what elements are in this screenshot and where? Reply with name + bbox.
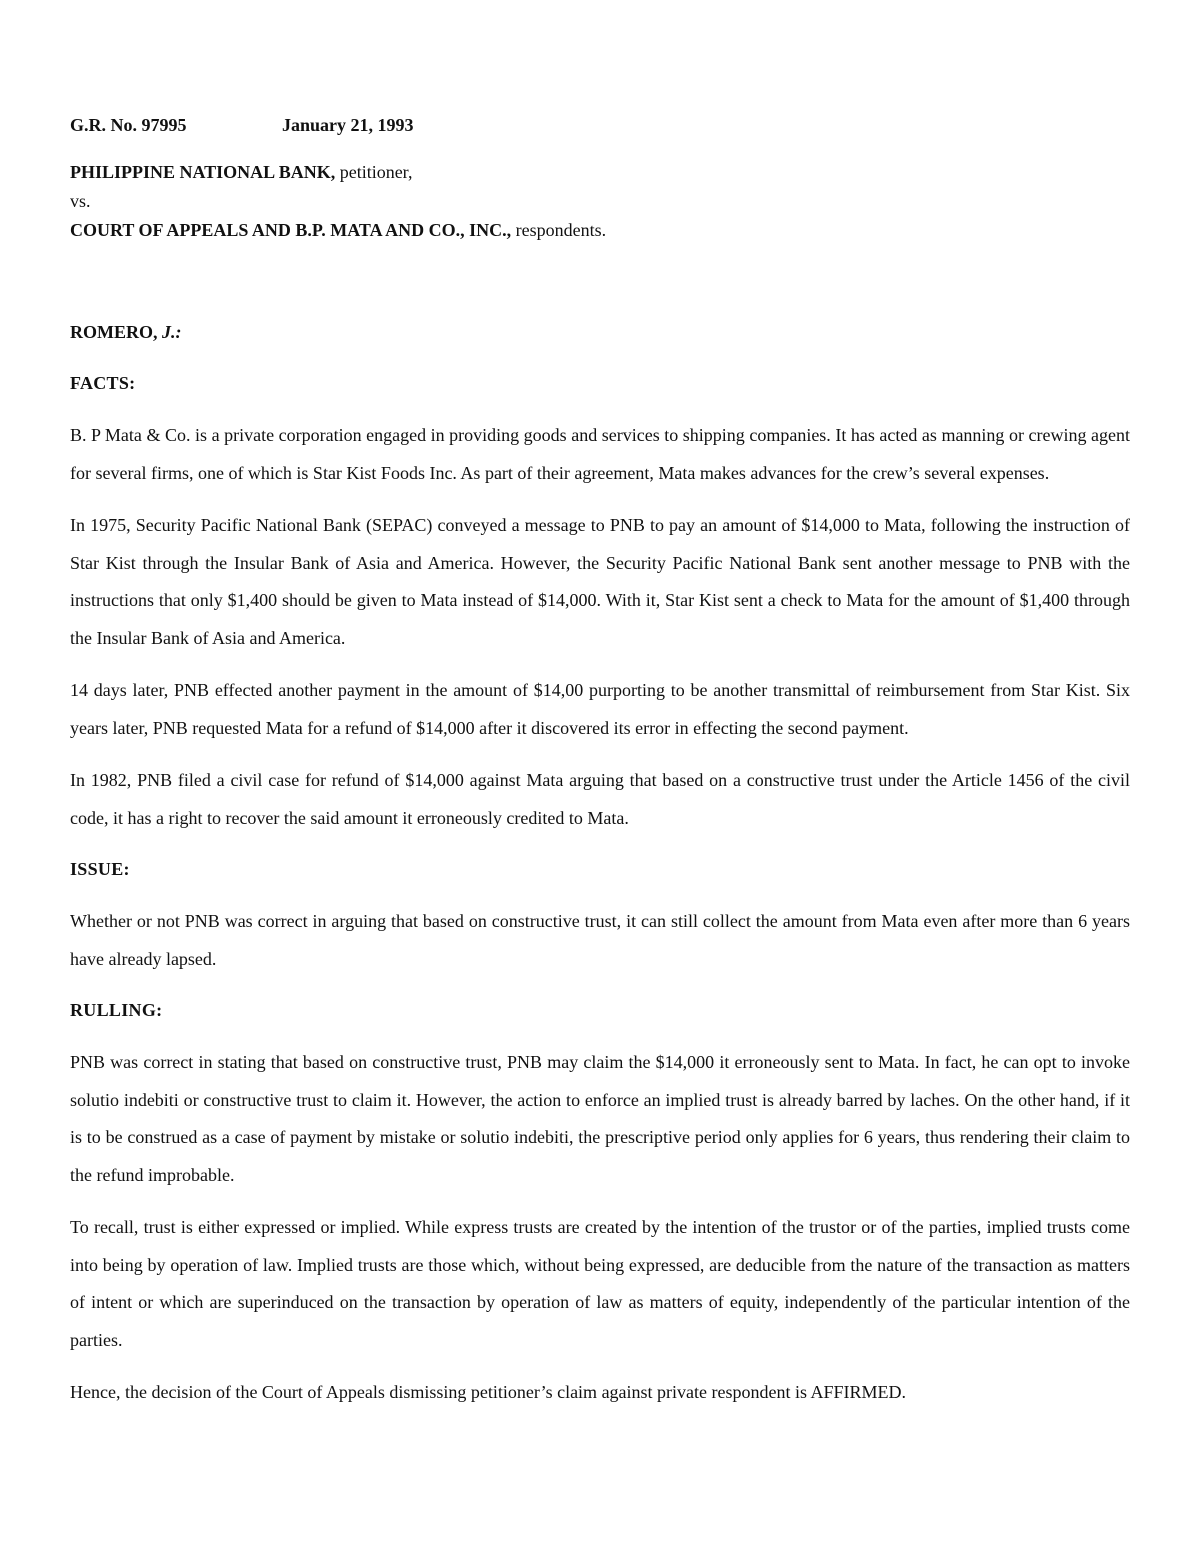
facts-paragraph: B. P Mata & Co. is a private corporation engaged in providing goods and services to shipping companies. It has acted as manning or crewing agent for several firms, one of which is Star Kist Foods Inc. As part of their agreement, Mata makes advances for the crew’s several expenses. [70,425,1130,483]
petitioner-line [70,158,1130,187]
versus-line: vs. [70,191,91,211]
ruling-heading: RULLING: [70,1000,163,1020]
case-date: January 21, 1993 [282,115,414,135]
petitioner-role: petitioner, [335,162,413,182]
ponente-title: J.: [162,322,182,342]
ponente-line [70,315,1130,349]
respondent-name: COURT OF APPEALS AND B.P. MATA AND CO., INC., [70,220,512,240]
ruling-paragraph: To recall, trust is either expressed or implied. While express trusts are created by the intention of the trustor or of the parties, implied trusts come into being by operation of law. Implied trusts are those which, without being expressed, are deducible from the nature of the transaction as matters of intent or which are superinduced on the transaction by operation of law as matters of equity, independently of the particular intention of the parties. [70,1217,1130,1350]
facts-paragraph: 14 days later, PNB effected another payment in the amount of $14,00 purporting to be another transmittal of reimbursement from Star Kist. Six years later, PNB requested Mata for a refund of $14,000 after it discovered its error in effecting the second payment. [70,680,1130,738]
petitioner-name: PHILIPPINE NATIONAL BANK, [70,162,336,182]
respondent-line [70,216,1130,245]
facts-paragraph: In 1982, PNB filed a civil case for refund of $14,000 against Mata arguing that based on a constructive trust under the Article 1456 of the civil code, it has a right to recover the said amount it erroneously credited to Mata. [70,770,1130,828]
facts-heading: FACTS: [70,373,136,393]
facts-paragraph: In 1975, Security Pacific National Bank (SEPAC) conveyed a message to PNB to pay an amount of $14,000 to Mata, following the instruction of Star Kist through the Insular Bank of Asia and America. However, the Security Pacific National Bank sent another message to PNB with the instructions that only $1,400 should be given to Mata instead of $14,000. With it, Star Kist sent a check to Mata for the amount of $1,400 through the Insular Bank of Asia and America. [70,515,1130,648]
ponente-name: ROMERO, [70,322,162,342]
respondent-role: respondents. [511,220,607,240]
issue-heading: ISSUE: [70,859,130,879]
parties-block [70,158,1130,245]
issue-paragraph: Whether or not PNB was correct in arguing that based on constructive trust, it can still collect the amount from Mata even after more than 6 years have already lapsed. [70,911,1130,969]
document-page [70,108,1130,1427]
ruling-paragraph: PNB was correct in stating that based on constructive trust, PNB may claim the $14,000 it erroneously sent to Mata. In fact, he can opt to invoke solutio indebiti or constructive trust to claim it. However, the action to enforce an implied trust is already barred by laches. On the other hand, if it is to be construed as a case of payment by mistake or solutio indebiti, the prescriptive period only applies for 6 years, thus rendering their claim to the refund improbable. [70,1052,1130,1185]
ruling-paragraph: Hence, the decision of the Court of Appeals dismissing petitioner’s claim against private respondent is AFFIRMED. [70,1382,907,1402]
case-header [70,108,1130,142]
case-number: G.R. No. 97995 [70,115,187,135]
